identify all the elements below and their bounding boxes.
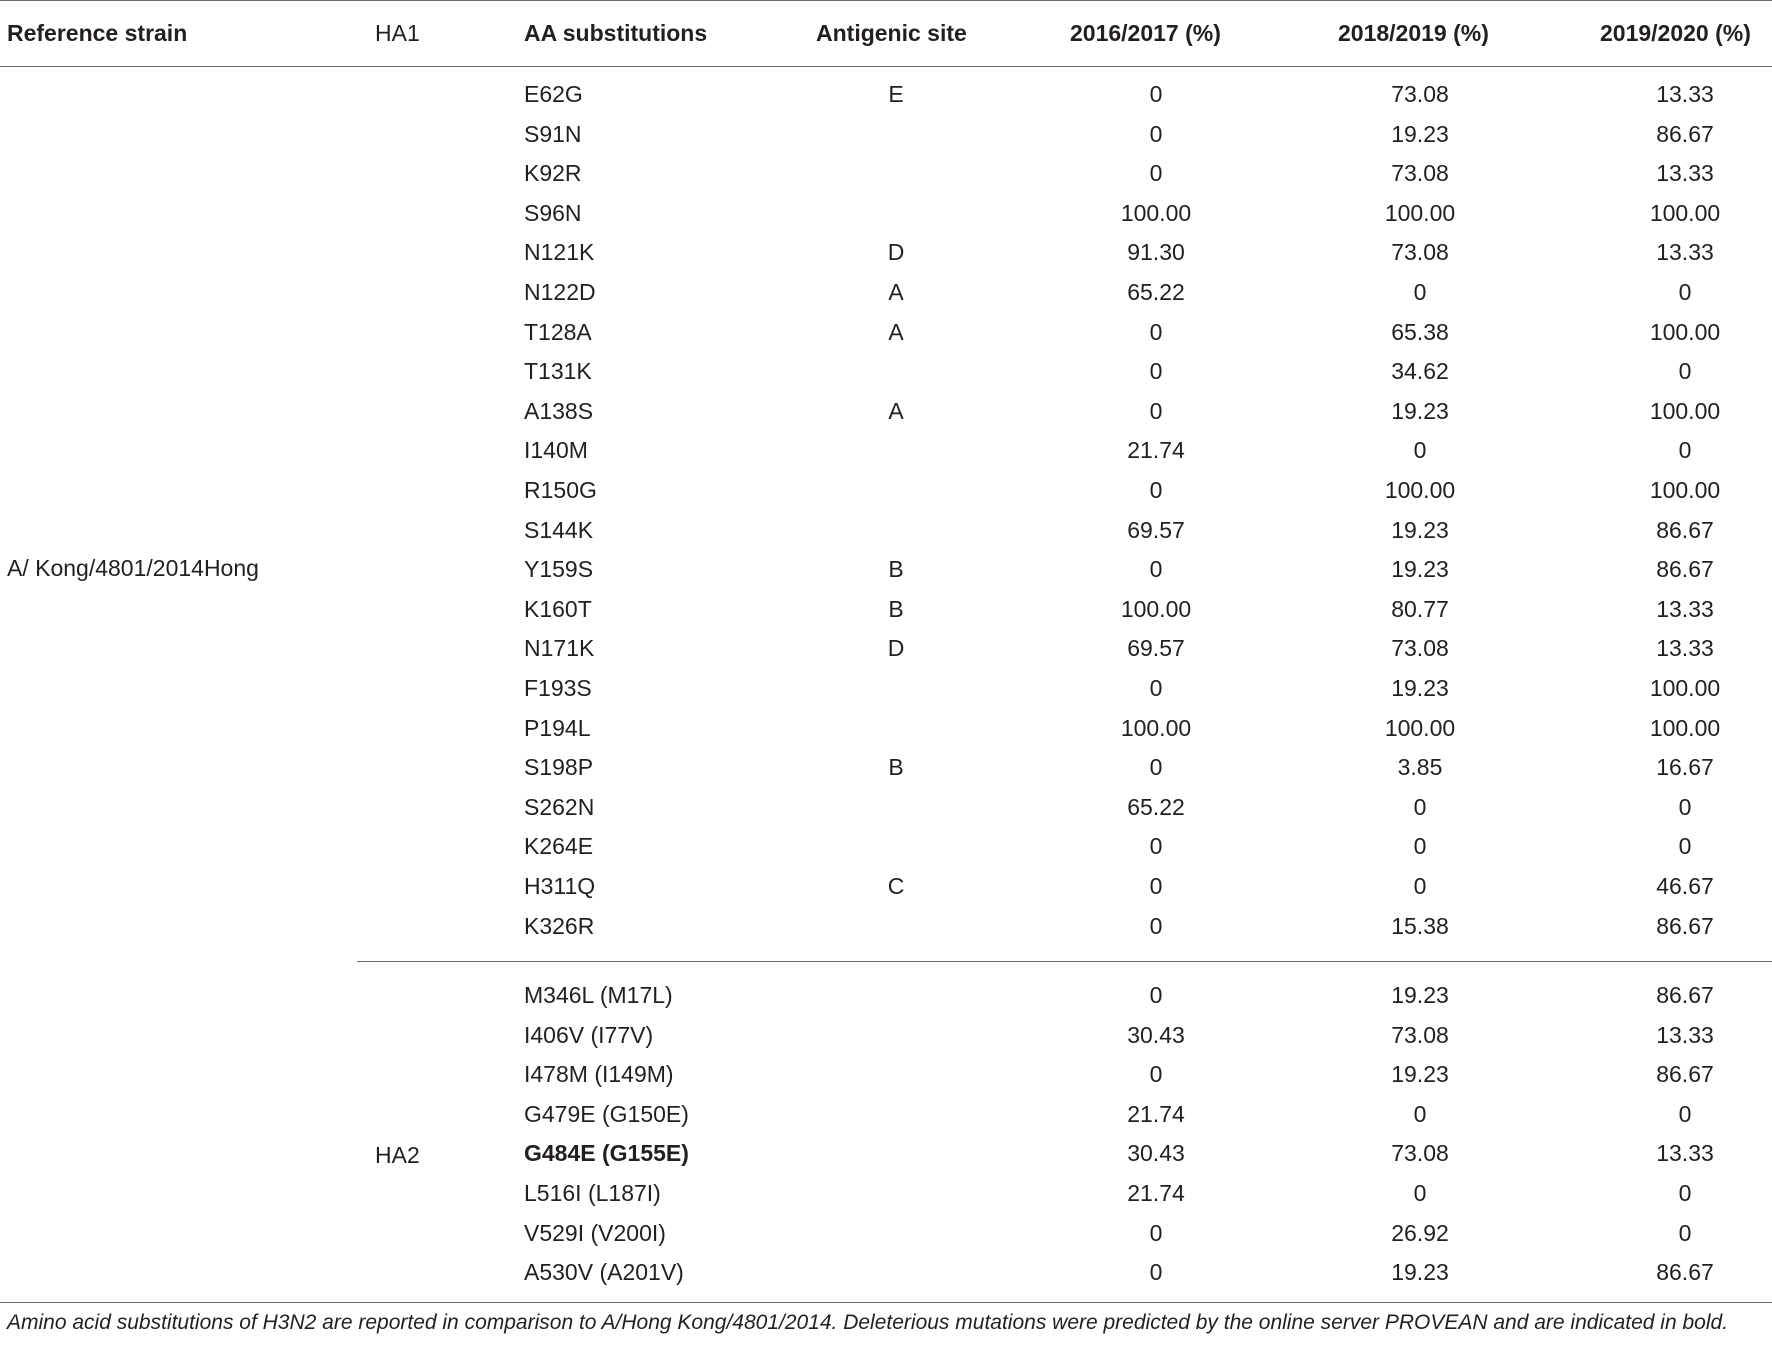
value-2018-2019-cell: 73.08	[1391, 160, 1449, 186]
value-2019-2020-cell: 86.67	[1656, 517, 1714, 543]
value-2016-2017-cell: 0	[1149, 833, 1163, 859]
value-2019-2020-cell: 0	[1678, 358, 1692, 384]
value-2019-2020-cell: 100.00	[1649, 398, 1721, 424]
aa-substitution-cell: G484E (G155E)	[524, 1140, 689, 1166]
aa-substitution-cell: L516I (L187I)	[524, 1180, 661, 1206]
value-2016-2017-cell: 0	[1149, 160, 1163, 186]
value-2016-2017-cell: 100.00	[1120, 596, 1192, 622]
value-2016-2017-cell: 30.43	[1127, 1022, 1185, 1048]
header-antigenic-site: Antigenic site	[816, 20, 967, 46]
value-2016-2017-cell: 0	[1149, 81, 1163, 107]
antigenic-site-cell: A	[888, 319, 904, 345]
value-2016-2017-cell: 0	[1149, 1220, 1163, 1246]
value-2018-2019-cell: 100.00	[1384, 715, 1456, 741]
value-2019-2020-cell: 86.67	[1656, 1061, 1714, 1087]
value-2018-2019-cell: 65.38	[1391, 319, 1449, 345]
header-2016-2017: 2016/2017 (%)	[1070, 20, 1221, 46]
aa-substitution-cell: S198P	[524, 754, 594, 780]
value-2018-2019-cell: 19.23	[1391, 675, 1449, 701]
aa-substitution-cell: S96N	[524, 200, 582, 226]
aa-substitution-cell: K326R	[524, 913, 595, 939]
value-2016-2017-cell: 100.00	[1120, 200, 1192, 226]
header-2018-2019: 2018/2019 (%)	[1338, 20, 1489, 46]
value-2016-2017-cell: 0	[1149, 556, 1163, 582]
value-2018-2019-cell: 100.00	[1384, 200, 1456, 226]
aa-substitution-cell: N122D	[524, 279, 596, 305]
value-2016-2017-cell: 30.43	[1127, 1140, 1185, 1166]
antigenic-site-cell: D	[887, 635, 905, 661]
value-2019-2020-cell: 100.00	[1649, 675, 1721, 701]
aa-substitution-cell: Y159S	[524, 556, 594, 582]
value-2019-2020-cell: 100.00	[1649, 200, 1721, 226]
value-2018-2019-cell: 73.08	[1391, 635, 1449, 661]
value-2019-2020-cell: 13.33	[1656, 1140, 1714, 1166]
value-2019-2020-cell: 86.67	[1656, 121, 1714, 147]
value-2019-2020-cell: 86.67	[1656, 913, 1714, 939]
aa-substitution-cell: G479E (G150E)	[524, 1101, 689, 1127]
value-2018-2019-cell: 19.23	[1391, 1061, 1449, 1087]
value-2018-2019-cell: 3.85	[1397, 754, 1443, 780]
value-2018-2019-cell: 73.08	[1391, 239, 1449, 265]
value-2019-2020-cell: 46.67	[1656, 873, 1714, 899]
value-2016-2017-cell: 65.22	[1127, 794, 1185, 820]
value-2016-2017-cell: 0	[1149, 1061, 1163, 1087]
aa-substitution-cell: I406V (I77V)	[524, 1022, 654, 1048]
aa-substitution-cell: N121K	[524, 239, 595, 265]
value-2018-2019-cell: 19.23	[1391, 398, 1449, 424]
value-2019-2020-cell: 0	[1678, 833, 1692, 859]
aa-substitution-cell: R150G	[524, 477, 597, 503]
value-2019-2020-cell: 13.33	[1656, 1022, 1714, 1048]
aa-substitution-cell: S91N	[524, 121, 582, 147]
aa-substitution-cell: A138S	[524, 398, 594, 424]
ha2-label: HA2	[375, 1142, 420, 1168]
value-2018-2019-cell: 0	[1413, 279, 1427, 305]
value-2016-2017-cell: 0	[1149, 873, 1163, 899]
value-2016-2017-cell: 21.74	[1127, 1180, 1185, 1206]
aa-substitution-cell: M346L (M17L)	[524, 982, 673, 1008]
aa-substitution-cell: K160T	[524, 596, 592, 622]
value-2018-2019-cell: 0	[1413, 833, 1427, 859]
value-2019-2020-cell: 0	[1678, 1220, 1692, 1246]
aa-substitution-cell: S262N	[524, 794, 595, 820]
aa-substitution-cell: F193S	[524, 675, 592, 701]
aa-substitution-cell: E62G	[524, 81, 583, 107]
reference-strain-cell: A/ Kong/4801/2014Hong	[7, 555, 259, 581]
table-top-rule	[0, 0, 1772, 1]
value-2016-2017-cell: 65.22	[1127, 279, 1185, 305]
aa-substitution-cell: K264E	[524, 833, 594, 859]
aa-substitution-cell: H311Q	[524, 873, 596, 899]
value-2019-2020-cell: 13.33	[1656, 239, 1714, 265]
value-2019-2020-cell: 0	[1678, 279, 1692, 305]
value-2018-2019-cell: 19.23	[1391, 121, 1449, 147]
value-2018-2019-cell: 0	[1413, 873, 1427, 899]
antigenic-site-cell: A	[888, 279, 904, 305]
value-2018-2019-cell: 100.00	[1384, 477, 1456, 503]
value-2016-2017-cell: 69.57	[1127, 517, 1185, 543]
value-2018-2019-cell: 15.38	[1391, 913, 1449, 939]
value-2019-2020-cell: 16.67	[1656, 754, 1714, 780]
value-2018-2019-cell: 19.23	[1391, 556, 1449, 582]
aa-substitution-cell: V529I (V200I)	[524, 1220, 666, 1246]
value-2016-2017-cell: 21.74	[1127, 1101, 1185, 1127]
value-2019-2020-cell: 13.33	[1656, 596, 1714, 622]
antigenic-site-cell: B	[888, 596, 904, 622]
antigenic-site-cell: B	[888, 754, 904, 780]
value-2019-2020-cell: 100.00	[1649, 477, 1721, 503]
aa-substitution-cell: A530V (A201V)	[524, 1259, 684, 1285]
value-2016-2017-cell: 21.74	[1127, 437, 1185, 463]
value-2019-2020-cell: 100.00	[1649, 715, 1721, 741]
value-2016-2017-cell: 91.30	[1127, 239, 1185, 265]
value-2018-2019-cell: 0	[1413, 437, 1427, 463]
value-2016-2017-cell: 100.00	[1120, 715, 1192, 741]
value-2019-2020-cell: 86.67	[1656, 982, 1714, 1008]
value-2019-2020-cell: 100.00	[1649, 319, 1721, 345]
value-2018-2019-cell: 34.62	[1391, 358, 1449, 384]
value-2018-2019-cell: 73.08	[1391, 1022, 1449, 1048]
value-2018-2019-cell: 19.23	[1391, 517, 1449, 543]
aa-substitution-cell: T128A	[524, 319, 592, 345]
value-2019-2020-cell: 13.33	[1656, 635, 1714, 661]
header-ha1: HA1	[375, 20, 420, 46]
header-rule	[0, 66, 1772, 67]
value-2016-2017-cell: 0	[1149, 982, 1163, 1008]
value-2016-2017-cell: 0	[1149, 121, 1163, 147]
value-2016-2017-cell: 0	[1149, 675, 1163, 701]
value-2016-2017-cell: 0	[1149, 358, 1163, 384]
ha1-ha2-divider	[357, 961, 1772, 962]
value-2016-2017-cell: 0	[1149, 754, 1163, 780]
value-2019-2020-cell: 13.33	[1656, 160, 1714, 186]
antigenic-site-cell: A	[888, 398, 904, 424]
antigenic-site-cell: D	[887, 239, 905, 265]
value-2019-2020-cell: 0	[1678, 1180, 1692, 1206]
antigenic-site-cell: E	[888, 81, 904, 107]
header-reference-strain: Reference strain	[7, 20, 188, 46]
value-2019-2020-cell: 86.67	[1656, 556, 1714, 582]
aa-substitution-cell: I140M	[524, 437, 588, 463]
value-2018-2019-cell: 80.77	[1391, 596, 1449, 622]
value-2019-2020-cell: 0	[1678, 1101, 1692, 1127]
value-2019-2020-cell: 0	[1678, 437, 1692, 463]
value-2018-2019-cell: 73.08	[1391, 81, 1449, 107]
value-2018-2019-cell: 19.23	[1391, 982, 1449, 1008]
aa-substitution-cell: K92R	[524, 160, 582, 186]
table-footnote: Amino acid substitutions of H3N2 are reported in comparison to A/Hong Kong/4801/2014. Deleterious mutations were predicted by the online server PROVEAN and are indicated in bold.	[7, 1311, 1729, 1334]
value-2019-2020-cell: 86.67	[1656, 1259, 1714, 1285]
value-2016-2017-cell: 69.57	[1127, 635, 1185, 661]
antigenic-site-cell: C	[887, 873, 905, 899]
aa-substitution-cell: I478M (I149M)	[524, 1061, 674, 1087]
aa-substitution-cell: N171K	[524, 635, 595, 661]
value-2016-2017-cell: 0	[1149, 398, 1163, 424]
value-2019-2020-cell: 0	[1678, 794, 1692, 820]
aa-substitution-cell: P194L	[524, 715, 591, 741]
value-2018-2019-cell: 73.08	[1391, 1140, 1449, 1166]
value-2018-2019-cell: 0	[1413, 794, 1427, 820]
antigenic-site-cell: B	[888, 556, 904, 582]
aa-substitution-cell: S144K	[524, 517, 594, 543]
table-bottom-rule	[0, 1302, 1772, 1303]
value-2018-2019-cell: 0	[1413, 1101, 1427, 1127]
value-2016-2017-cell: 0	[1149, 477, 1163, 503]
header-aa-substitutions: AA substitutions	[524, 20, 708, 46]
value-2018-2019-cell: 0	[1413, 1180, 1427, 1206]
value-2018-2019-cell: 19.23	[1391, 1259, 1449, 1285]
header-2019-2020: 2019/2020 (%)	[1600, 20, 1751, 46]
value-2016-2017-cell: 0	[1149, 913, 1163, 939]
value-2016-2017-cell: 0	[1149, 1259, 1163, 1285]
value-2018-2019-cell: 26.92	[1391, 1220, 1449, 1246]
value-2019-2020-cell: 13.33	[1656, 81, 1714, 107]
aa-substitution-cell: T131K	[524, 358, 592, 384]
value-2016-2017-cell: 0	[1149, 319, 1163, 345]
